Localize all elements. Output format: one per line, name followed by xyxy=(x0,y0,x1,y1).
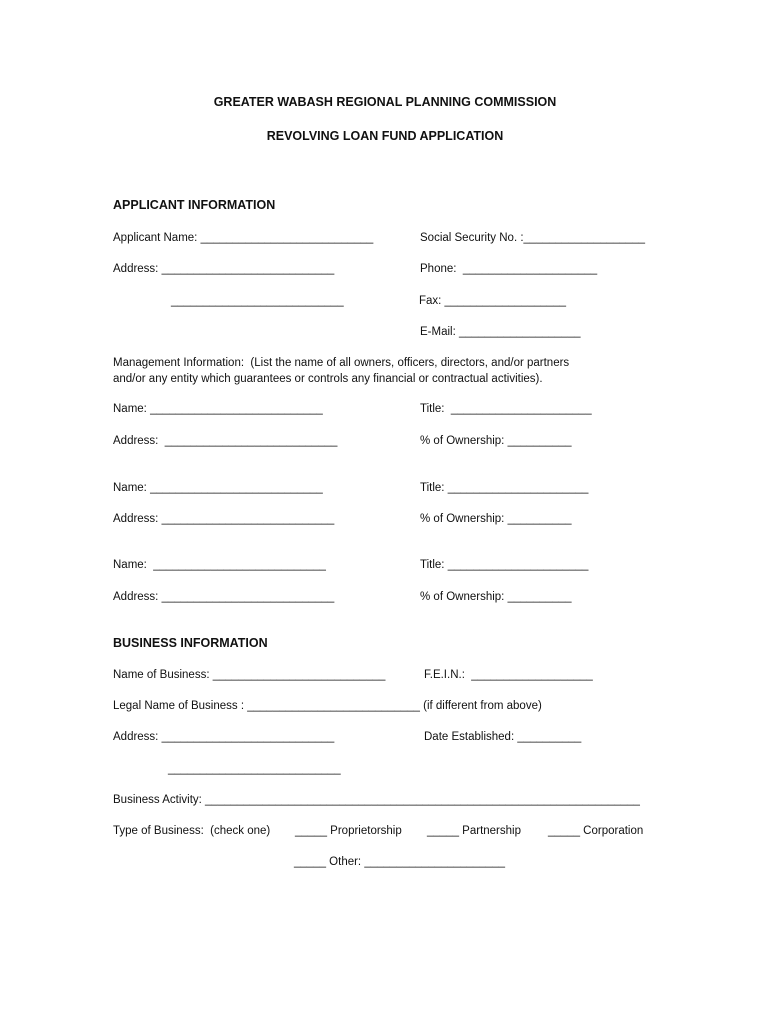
business-heading: BUSINESS INFORMATION xyxy=(113,636,268,650)
legal-name-field[interactable]: Legal Name of Business : ___________________________ (if different from above) xyxy=(113,700,542,712)
person-2-title-field[interactable]: Title: ______________________ xyxy=(420,482,589,494)
business-name-field[interactable]: Name of Business: ___________________________ xyxy=(113,669,386,681)
ssn-field[interactable]: Social Security No. :___________________ xyxy=(420,232,646,244)
form-title: REVOLVING LOAN FUND APPLICATION xyxy=(266,129,504,143)
fein-field[interactable]: F.E.I.N.: ___________________ xyxy=(424,669,593,681)
person-3-ownership-field[interactable]: % of Ownership: __________ xyxy=(420,591,572,603)
management-intro-line2: and/or any entity which guarantees or controls any financial or contractual activities). xyxy=(113,373,543,385)
person-2-address-field[interactable]: Address: ___________________________ xyxy=(113,513,335,525)
fax-field[interactable]: Fax: ___________________ xyxy=(419,295,567,307)
person-3-address-field[interactable]: Address: ___________________________ xyxy=(113,591,335,603)
business-type-label: Type of Business: (check one) xyxy=(113,825,271,837)
type-other-option[interactable]: _____ Other: ______________________ xyxy=(294,856,506,868)
type-partnership-option[interactable]: _____ Partnership xyxy=(427,825,521,837)
business-activity-field[interactable]: Business Activity: ____________________________________________________________________ xyxy=(113,794,640,806)
person-1-ownership-field[interactable]: % of Ownership: __________ xyxy=(420,435,572,447)
person-2-ownership-field[interactable]: % of Ownership: __________ xyxy=(420,513,572,525)
email-field[interactable]: E-Mail: ___________________ xyxy=(420,326,581,338)
management-intro-line1: Management Information: (List the name of all owners, officers, directors, and/or partners xyxy=(113,357,570,369)
applicant-name-field[interactable]: Applicant Name: ___________________________ xyxy=(113,232,374,244)
person-2-name-field[interactable]: Name: ___________________________ xyxy=(113,482,323,494)
business-address-field[interactable]: Address: ___________________________ xyxy=(113,731,335,743)
date-established-field[interactable]: Date Established: __________ xyxy=(424,731,582,743)
person-1-title-field[interactable]: Title: ______________________ xyxy=(420,403,592,415)
applicant-heading: APPLICANT INFORMATION xyxy=(113,198,276,212)
org-title: GREATER WABASH REGIONAL PLANNING COMMISSION xyxy=(213,95,557,109)
business-address-line2-field[interactable]: ___________________________ xyxy=(168,763,341,775)
person-3-title-field[interactable]: Title: ______________________ xyxy=(420,559,589,571)
applicant-address-field[interactable]: Address: ___________________________ xyxy=(113,263,335,275)
person-3-name-field[interactable]: Name: ___________________________ xyxy=(113,559,326,571)
type-proprietorship-option[interactable]: _____ Proprietorship xyxy=(295,825,402,837)
person-1-name-field[interactable]: Name: ___________________________ xyxy=(113,403,323,415)
applicant-address-line2-field[interactable]: ___________________________ xyxy=(171,295,344,307)
phone-field[interactable]: Phone: _____________________ xyxy=(420,263,598,275)
person-1-address-field[interactable]: Address: ___________________________ xyxy=(113,435,338,447)
type-corporation-option[interactable]: _____ Corporation xyxy=(548,825,644,837)
